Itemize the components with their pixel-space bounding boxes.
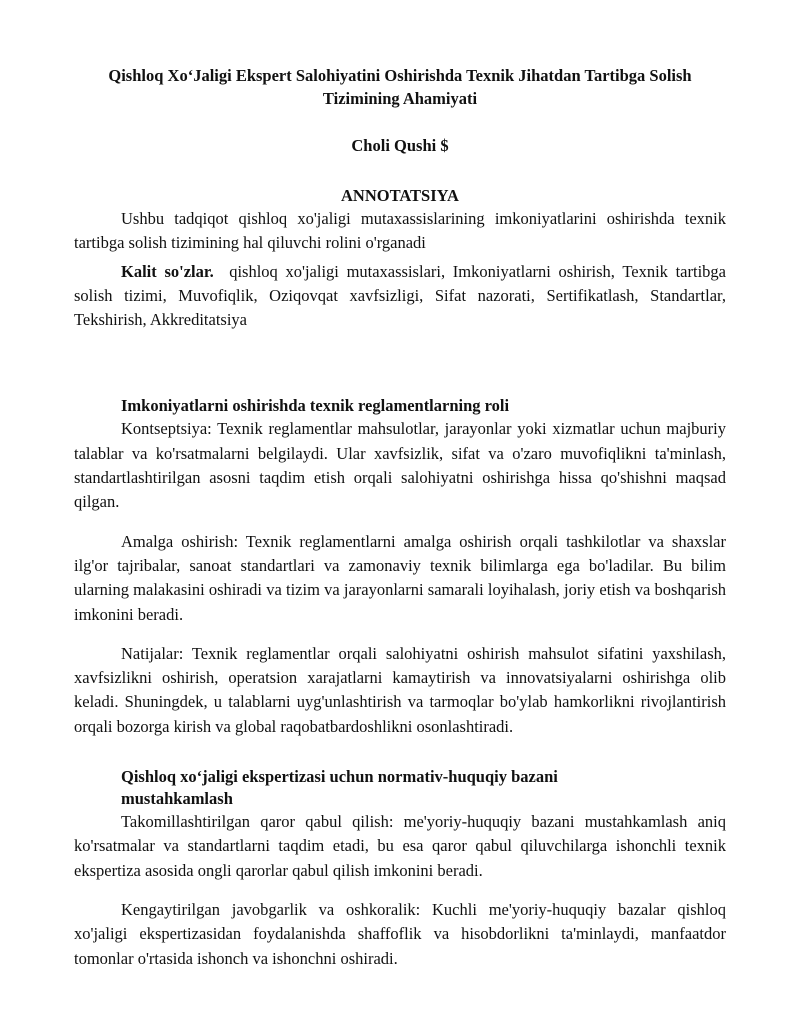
abstract-text: Ushbu tadqiqot qishloq xo'jaligi mutaxassislarining imkoniyatlarini oshirishda texnik tartibga solish tizimining hal qiluvchi rolini o'rganadi bbox=[74, 209, 726, 253]
section-1-paragraph-3: Natijalar: Texnik reglamentlar orqali salohiyatni oshirish mahsulot sifatini yaxshilash, xavfsizlikni oshirish, operatsion xarajatlarni kamaytirish va innovatsiyalarni oshirishga olib keladi. Shuningdek, u talablarni uyg'unlashtirish va tarmoqlar bo'ylab hamkorlikni rivojlantirish orqali bozorga kirish va global raqobatbardoshlikni osonlashtiradi. bbox=[74, 643, 726, 736]
section-heading-2: Qishloq xo‘jaligi ekspertizasi uchun normativ-huquqiy bazani mustahkamlash bbox=[121, 767, 558, 809]
section-2-paragraph-1: Takomillashtirilgan qaror qabul qilish: me'yoriy-huquqiy bazani mustahkamlash aniq ko'rsatmalar va standartlarni taqdim etadi, bu esa qaror qabul qiluvchilarga ishonchli texnik ekspertiza asosida ongli qarorlar qabul qilish imkonini beradi. bbox=[74, 812, 726, 880]
section-1-paragraph-1: Kontseptsiya: Texnik reglamentlar mahsulotlar, jarayonlar yoki xizmatlar uchun majburiy talablar va ko'rsatmalarni belgilaydi. Ular xavfsizlik, sifat va o'zaro muvofiqlikni ta'minlash, standartlashtirilgan asosni taqdim etish orqali salohiyatni oshirishga hissa qo'shishni maqsad qilgan. bbox=[74, 419, 726, 512]
keywords-paragraph bbox=[74, 260, 726, 333]
section-heading-1: Imkoniyatlarni oshirishda texnik reglamentlarning roli bbox=[121, 396, 510, 416]
paper-author: Choli Qushi $ bbox=[351, 136, 449, 155]
section-1-paragraph-2: Amalga oshirish: Texnik reglamentlarni amalga oshirish orqali tashkilotlar va shaxslar ilg'or tajribalar, sanoat standartlari va zamonaviy texnik bilimlarga ega bo'ladilar. Bu bilim ularning malakasini oshiradi va tizim va jarayonlarni samarali loyihalash, joriy etish va boshqarish imkonini beradi. bbox=[74, 531, 726, 624]
paper-page bbox=[74, 64, 726, 971]
section-2-paragraph-2: Kengaytirilgan javobgarlik va oshkoralik: Kuchli me'yoriy-huquqiy bazalar qishloq xo'jaligi ekspertizasidan foydalanishda shaffoflik va hisobdorlikni ta'minlaydi, manfaatdor tomonlar o'rtasida ishonch va ishonchni oshiradi. bbox=[74, 899, 726, 968]
paper-title: Qishloq Xo‘Jaligi Ekspert Salohiyatini Oshirishda Texnik Jihatdan Tartibga Solish Tizimining Ahamiyati bbox=[108, 66, 692, 108]
abstract-heading: ANNOTATSIYA bbox=[341, 186, 459, 205]
keywords-text: qishloq xo'jaligi mutaxassislari, Imkoniyatlarni oshirish, Texnik tartibga solish tizimi, Muvofiqlik, Oziqovqat xavfsizligi, Sifat nazorati, Sertifikatlash, Standartlar, Tekshirish, Akkreditatsiya bbox=[74, 261, 726, 330]
keywords-label: Kalit so'zlar. bbox=[121, 261, 214, 281]
